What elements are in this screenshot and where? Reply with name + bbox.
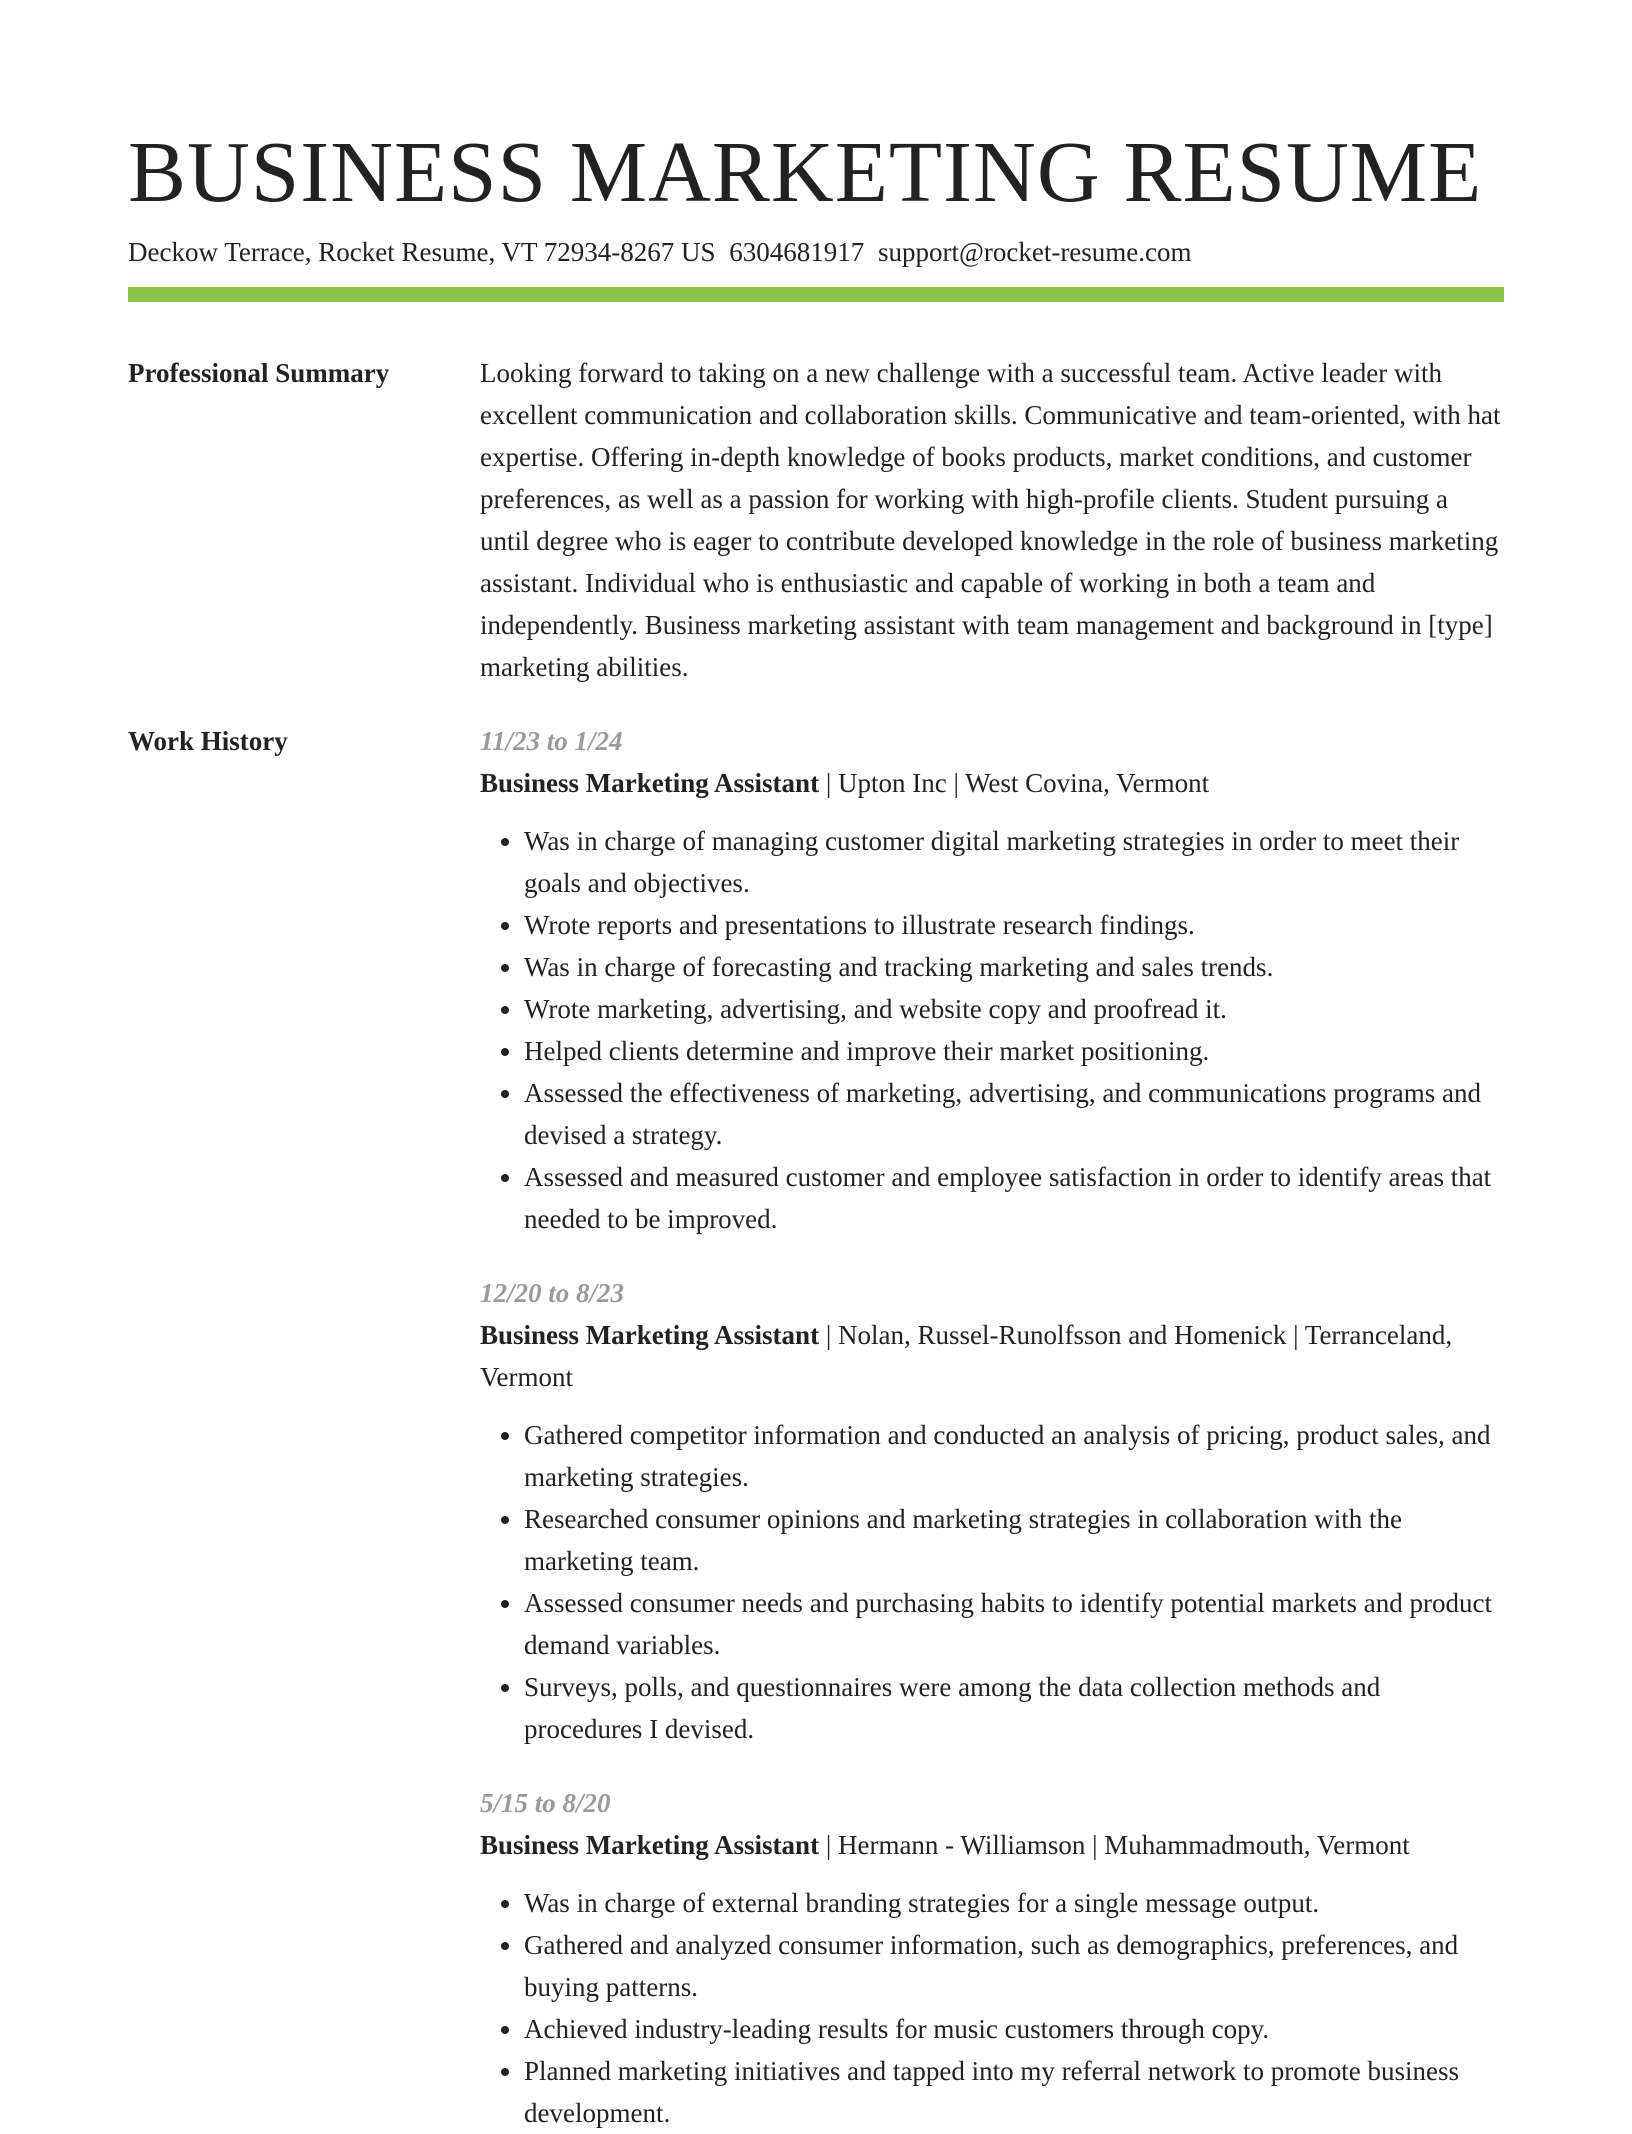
professional-summary-section xyxy=(128,352,1504,688)
job-bullet: • Was in charge of external branding strategies for a single message output. xyxy=(524,1882,1504,1924)
job-entry xyxy=(480,1782,1504,2134)
job-bullet: • Wrote reports and presentations to illustrate research findings. xyxy=(524,904,1504,946)
job-dates: 5/15 to 8/20 xyxy=(480,1788,611,1818)
job-details: | Nolan, Russel-Runolfsson and Homenick | Terranceland, Vermont xyxy=(480,1320,1453,1392)
job-bullets xyxy=(480,820,1504,1240)
job-bullets xyxy=(480,1414,1504,1750)
job-heading xyxy=(480,1314,1504,1398)
contact-email: support@rocket-resume.com xyxy=(878,237,1192,267)
work-history-list xyxy=(480,720,1504,2134)
job-heading xyxy=(480,1824,1504,1866)
job-bullet: • Planned marketing initiatives and tapped into my referral network to promote business development. xyxy=(524,2050,1504,2134)
job-entry xyxy=(480,720,1504,1240)
contact-phone: 6304681917 xyxy=(729,237,865,267)
job-bullet: • Wrote marketing, advertising, and website copy and proofread it. xyxy=(524,988,1504,1030)
job-bullet: • Surveys, polls, and questionnaires were among the data collection methods and procedures I devised. xyxy=(524,1666,1504,1750)
job-heading xyxy=(480,762,1504,804)
job-bullet: • Gathered and analyzed consumer information, such as demographics, preferences, and buying patterns. xyxy=(524,1924,1504,2008)
job-title: Business Marketing Assistant xyxy=(480,1830,820,1860)
job-dates: 12/20 to 8/23 xyxy=(480,1278,625,1308)
job-entry xyxy=(480,1272,1504,1750)
job-bullet: • Researched consumer opinions and marketing strategies in collaboration with the marketing team. xyxy=(524,1498,1504,1582)
job-details: | Hermann - Williamson | Muhammadmouth, Vermont xyxy=(819,1830,1410,1860)
job-bullet: • Gathered competitor information and conducted an analysis of pricing, product sales, and marketing strategies. xyxy=(524,1414,1504,1498)
summary-text: Looking forward to taking on a new challenge with a successful team. Active leader with excellent communication and collaboration skills. Communicative and team-oriented, with hat expertise. Offering in-depth knowledge of books products, market conditions, and customer preferences, as well as a passion for working with high-profile clients. Student pursuing a until degree who is eager to contribute developed knowledge in the role of business marketing assistant. Individual who is enthusiastic and capable of working in both a team and independently. Business marketing assistant with team management and background in [type] marketing abilities. xyxy=(480,358,1501,682)
contact-line xyxy=(128,234,1504,270)
contact-address: Deckow Terrace, Rocket Resume, VT 72934-8267 US xyxy=(128,237,716,267)
job-title: Business Marketing Assistant xyxy=(480,1320,820,1350)
job-bullet: • Assessed the effectiveness of marketing, advertising, and communications programs and devised a strategy. xyxy=(524,1072,1504,1156)
job-bullet: • Assessed consumer needs and purchasing habits to identify potential markets and product demand variables. xyxy=(524,1582,1504,1666)
job-dates: 11/23 to 1/24 xyxy=(480,726,623,756)
job-bullet: • Was in charge of managing customer digital marketing strategies in order to meet their goals and objectives. xyxy=(524,820,1504,904)
job-details: | Upton Inc | West Covina, Vermont xyxy=(819,768,1210,798)
job-bullet: • Achieved industry-leading results for music customers through copy. xyxy=(524,2008,1504,2050)
resume-title: BUSINESS MARKETING RESUME xyxy=(128,123,1483,220)
work-history-section xyxy=(128,720,1504,2134)
header-divider xyxy=(128,287,1504,302)
section-label-summary: Professional Summary xyxy=(128,358,390,388)
job-bullet: • Assessed and measured customer and employee satisfaction in order to identify areas that needed to be improved. xyxy=(524,1156,1504,1240)
job-title: Business Marketing Assistant xyxy=(480,768,820,798)
job-bullet: • Was in charge of forecasting and tracking marketing and sales trends. xyxy=(524,946,1504,988)
job-bullets xyxy=(480,1882,1504,2134)
section-label-work: Work History xyxy=(128,726,288,756)
job-bullet: • Helped clients determine and improve their market positioning. xyxy=(524,1030,1504,1072)
